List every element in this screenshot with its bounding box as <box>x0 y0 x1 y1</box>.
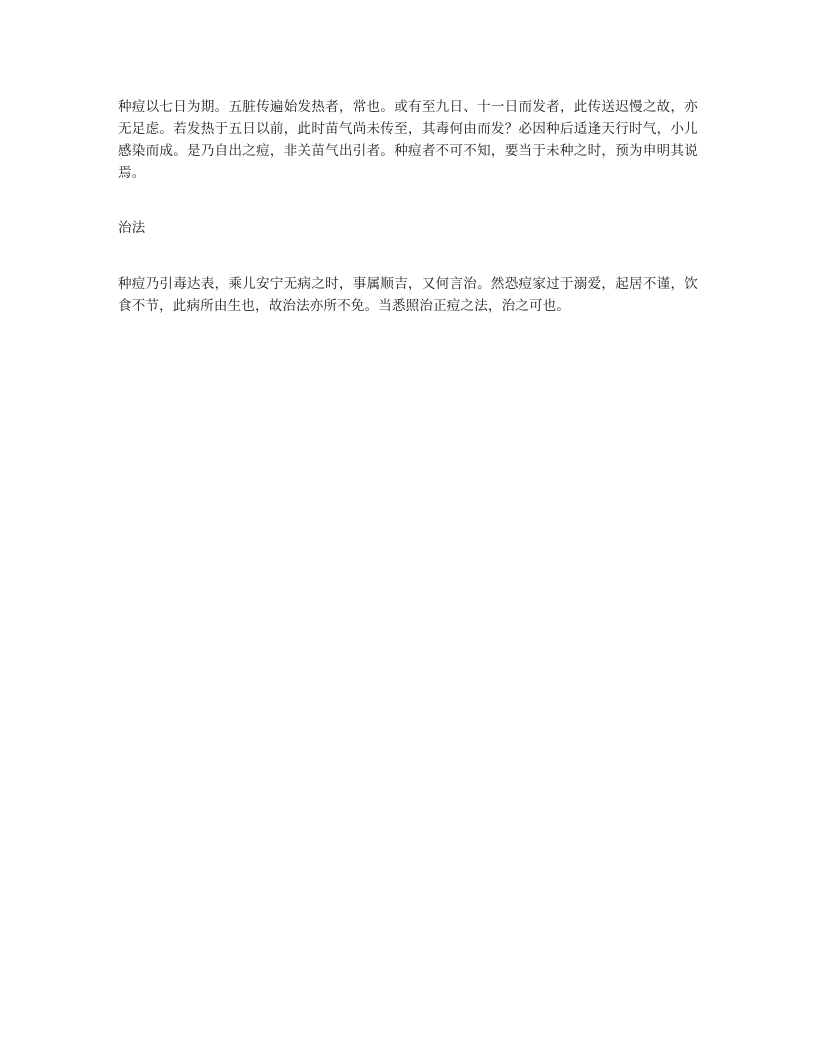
paragraph-intro: 种痘以七日为期。五脏传遍始发热者，常也。或有至九日、十一日而发者，此传送迟慢之故，亦无足虑。若发热于五日以前，此时苗气尚未传至，其毒何由而发？必因种后适逢天行时气，小儿感染而成。是乃自出之痘，非关苗气出引者。种痘者不可不知，要当于未种之时，预为申明其说焉。 <box>118 99 698 180</box>
document-body <box>118 96 698 317</box>
section-heading-zhifa: 治法 <box>118 220 146 236</box>
paragraph-zhifa-body: 种痘乃引毒达表，乘儿安宁无病之时，事属顺吉，又何言治。然恐痘家过于溺爱，起居不谨，饮食不节，此病所由生也，故治法亦所不免。当悉照治正痘之法，治之可也。 <box>118 276 698 314</box>
paragraph-spacer-2 <box>118 239 698 273</box>
paragraph-spacer-1 <box>118 183 698 217</box>
